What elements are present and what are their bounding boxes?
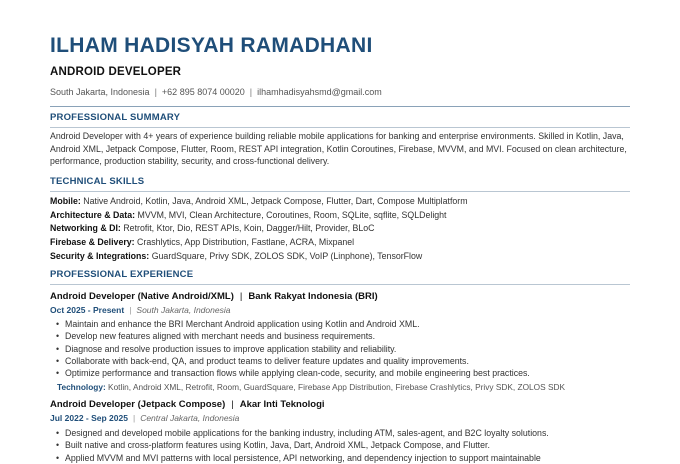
skills-divider: [50, 191, 630, 192]
list-item: [56, 355, 636, 367]
skill-value: GuardSquare, Privy SDK, ZOLOS SDK, VoIP (Linphone), TensorFlow: [151, 250, 423, 261]
contact-phone: +62 895 8074 00020: [161, 87, 245, 97]
bullet-text: Designed and developed mobile applications for the banking industry, including ATM, sales-agent, and B2C loyalty solutions.: [65, 428, 549, 438]
job-company: Akar Inti Teknologi: [239, 399, 325, 410]
list-item: [56, 330, 636, 342]
job-header: [50, 291, 378, 302]
job-meta-separator: |: [132, 413, 136, 423]
experience-divider: [50, 284, 630, 285]
bullet-icon: •: [56, 331, 60, 342]
list-item: [56, 427, 636, 439]
contact-email[interactable]: ilhamhadisyahsmd@gmail.com: [257, 87, 382, 97]
bullet-icon: •: [56, 440, 60, 451]
skill-label: Firebase & Delivery:: [50, 237, 135, 248]
skills-heading: TECHNICAL SKILLS: [50, 176, 145, 187]
bullet-icon: •: [56, 355, 60, 366]
bullet-icon: •: [56, 452, 60, 463]
job-location: South Jakarta, Indonesia: [136, 305, 231, 315]
job-role: Android Developer (Native Android/XML): [50, 291, 234, 302]
skills-list: [50, 195, 635, 264]
job-separator: |: [231, 399, 234, 410]
list-item: [56, 439, 636, 451]
skill-row: [50, 222, 635, 236]
bullet-text: Maintain and enhance the BRI Merchant Android application using Kotlin and Android XML.: [65, 319, 420, 329]
list-item: [56, 343, 636, 355]
job-bullets: [56, 318, 636, 379]
summary-divider: [50, 127, 630, 128]
job-role: Android Developer (Jetpack Compose): [50, 399, 226, 410]
job-bullets: [56, 427, 636, 464]
header-divider: [50, 106, 630, 107]
bullet-icon: •: [56, 319, 60, 329]
skill-row: [50, 195, 635, 209]
bullet-text: Applied MVVM and MVI patterns with local persistence, API networking, and dependency injection to support maintainable: [65, 452, 541, 463]
job-dates: Jul 2022 - Sep 2025: [50, 413, 128, 423]
skill-row: [50, 209, 635, 223]
bullet-text: Optimize performance and transaction flows while applying clean-code, security, and mobile engineering best practices.: [65, 368, 530, 379]
bullet-icon: •: [56, 428, 60, 438]
candidate-name: ILHAM HADISYAH RAMADHANI: [50, 34, 373, 57]
technology-value: Kotlin, Android XML, Retrofit, Room, GuardSquare, Firebase App Distribution, Firebase Crashlytics, Privy SDK, ZOLOS SDK: [108, 382, 565, 392]
experience-heading: PROFESSIONAL EXPERIENCE: [50, 269, 194, 280]
skill-value: Crashlytics, App Distribution, Fastlane, ACRA, Mixpanel: [137, 237, 355, 248]
job-dates: Oct 2025 - Present: [50, 305, 125, 315]
job-technology: [57, 382, 565, 392]
skill-row: [50, 250, 635, 264]
list-item: [56, 367, 636, 379]
bullet-text: Diagnose and resolve production issues to improve application stability and reliability.: [65, 343, 397, 354]
candidate-title: ANDROID DEVELOPER: [50, 66, 182, 78]
skill-value: MVVM, MVI, Clean Architecture, Coroutines, Room, SQLite, sqflite, SQLDelight: [137, 209, 447, 220]
job-company: Bank Rakyat Indonesia (BRI): [248, 291, 378, 302]
job-meta: [50, 305, 230, 315]
job-meta-separator: |: [129, 305, 132, 315]
skill-row: [50, 236, 635, 250]
contact-location: South Jakarta, Indonesia: [50, 87, 150, 97]
skill-value: Native Android, Kotlin, Java, Android XML, Jetpack Compose, Flutter, Dart, Compose Multiplatform: [83, 196, 468, 206]
bullet-icon: •: [56, 368, 60, 379]
job-separator: |: [239, 291, 243, 302]
bullet-text: Collaborate with back-end, QA, and product teams to deliver feature updates and quality improvements.: [65, 355, 469, 366]
contact-separator: |: [249, 87, 253, 97]
job-header: [50, 399, 325, 410]
contact-separator: |: [154, 87, 157, 97]
skill-label: Architecture & Data:: [50, 209, 136, 220]
list-item: [56, 318, 636, 330]
contact-line: [50, 87, 382, 97]
skill-label: Security & Integrations:: [50, 250, 150, 261]
bullet-icon: •: [56, 343, 60, 354]
bullet-text: Develop new features aligned with merchant needs and business requirements.: [65, 331, 376, 342]
list-item: [56, 452, 636, 464]
summary-text: Android Developer with 4+ years of experience building reliable mobile applications for banking and enterprise environments. Skilled in Kotlin, Java, Android XML, Jetpack Compose, Flutter, Room, REST API integration, Kotlin Coroutines, Firebase, MVVM, and MVI. Focused on clean architecture, performance, production stability, security, and cross-functional delivery.: [50, 131, 627, 166]
skill-label: Mobile:: [50, 196, 81, 206]
job-meta: [50, 413, 239, 423]
skill-label: Networking & DI:: [50, 223, 121, 234]
summary-heading: PROFESSIONAL SUMMARY: [50, 112, 181, 123]
job-location: Central Jakarta, Indonesia: [140, 413, 240, 423]
technology-label: Technology:: [57, 382, 106, 392]
skill-value: Retrofit, Ktor, Dio, REST APIs, Koin, Dagger/Hilt, Provider, BLoC: [123, 223, 375, 234]
bullet-text: Built native and cross-platform features using Kotlin, Java, Dart, Android XML, Jetpack Compose, and Flutter.: [65, 440, 490, 451]
